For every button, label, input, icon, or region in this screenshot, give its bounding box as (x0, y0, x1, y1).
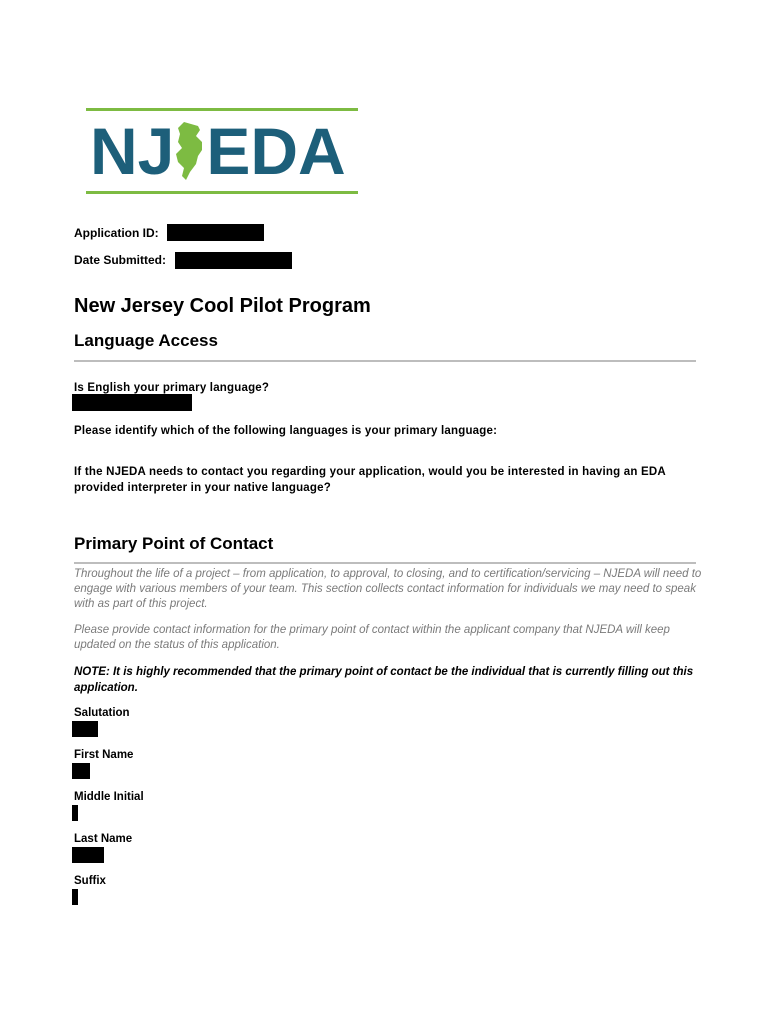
answer-english-redacted (72, 394, 192, 411)
last-name-label: Last Name (74, 833, 133, 845)
logo-text-left: NJ (90, 114, 175, 188)
suffix-redacted (72, 889, 78, 905)
suffix-label: Suffix (74, 875, 106, 887)
section-divider (74, 360, 696, 362)
date-submitted-redacted (175, 252, 292, 269)
application-id-redacted (167, 224, 264, 241)
language-access-heading: Language Access (74, 331, 218, 350)
contact-intro-paragraph: Throughout the life of a project – from application, to approval, to closing, and to certification/servicing – NJEDA will need to engage with various members of your team. This section collects contact information for individuals we may need to speak with as part of this project. (74, 568, 702, 610)
date-submitted-label: Date Submitted: (74, 253, 167, 267)
logo-wordmark (90, 116, 346, 186)
question-identify-language: Please identify which of the following languages is your primary language: (74, 425, 498, 437)
salutation-redacted (72, 721, 98, 737)
primary-contact-heading: Primary Point of Contact (74, 534, 274, 553)
salutation-label: Salutation (74, 707, 130, 719)
contact-note: NOTE: It is highly recommended that the primary point of contact be the individual that is currently filling out this application. (74, 666, 694, 694)
first-name-redacted (72, 763, 90, 779)
middle-initial-redacted (72, 805, 78, 821)
question-interpreter: If the NJEDA needs to contact you regarding your application, would you be interested in having an EDA provided interpreter in your native language? (74, 466, 666, 494)
logo-text-right: EDA (206, 114, 346, 188)
logo-top-bar (86, 108, 358, 111)
page-title: New Jersey Cool Pilot Program (74, 295, 371, 317)
njeda-logo (86, 108, 358, 194)
question-english: Is English your primary language? (74, 382, 270, 394)
contact-instructions-paragraph: Please provide contact information for the primary point of contact within the applicant company that NJEDA will keep updated on the status of this application. (74, 624, 670, 651)
application-id-label: Application ID: (74, 226, 159, 240)
logo-bottom-bar (86, 191, 358, 194)
section-divider (74, 562, 696, 564)
middle-initial-label: Middle Initial (74, 791, 144, 803)
new-jersey-state-icon (172, 120, 208, 182)
first-name-label: First Name (74, 749, 134, 761)
last-name-redacted (72, 847, 104, 863)
